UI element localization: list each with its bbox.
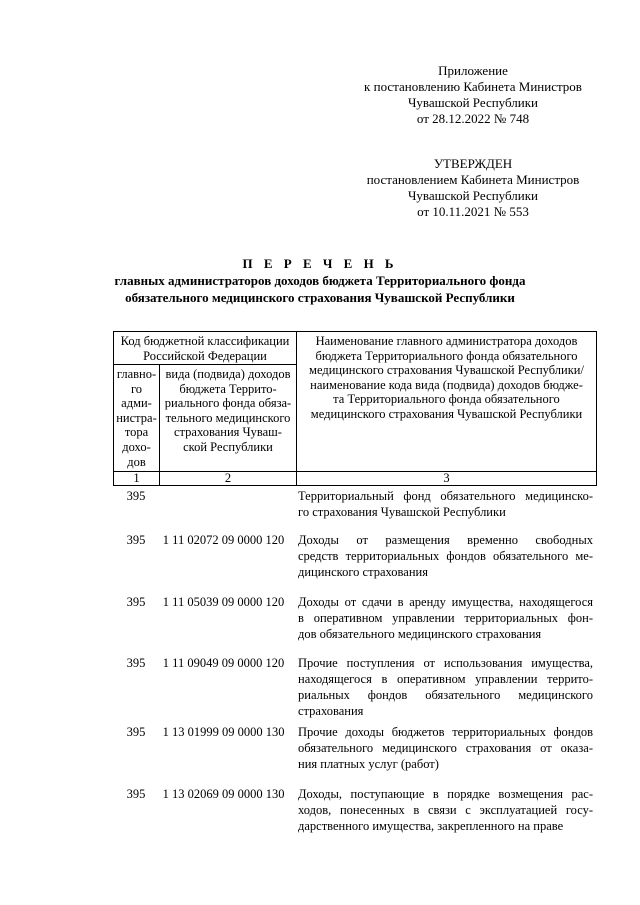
name-line: Доходы от сдачи в аренду имущества, находящегося [298,595,593,609]
header-text: го [130,381,143,396]
name-line: ния платных услуг (работ) [298,757,439,771]
appendix-line: от 28.12.2022 № 748 [416,111,530,126]
approved-header [313,156,633,220]
name-line: риальных фондов обязательного медицинского [298,688,593,702]
approved-line: постановлением Кабинета Министров [366,172,580,187]
header-text: страхования Чуваш- [174,425,282,440]
header-text: нистра- [116,410,157,425]
name-line: средств территориальных фондов обязательного ме- [298,549,593,563]
header-text: ской Республики [183,439,273,454]
header-text: адми- [121,396,152,411]
name-cell [298,532,593,580]
appendix-header [313,63,633,127]
name-line: находящегося в оперативном управлении террито- [298,672,593,686]
header-col1-cell [114,367,159,469]
header-text: тельного медицинского [165,410,291,425]
header-text: тора [124,425,149,440]
appendix-line: к постановлению Кабинета Министров [364,79,582,94]
approved-line: УТВЕРЖДЕН [433,156,513,171]
header-text: та Территориального фонда обязательного [333,392,560,407]
table-border [113,364,296,365]
revenue-code-cell: 1 13 01999 09 0000 130 [162,725,285,739]
admin-code-cell: 395 [126,489,146,503]
revenue-code-cell: 1 13 02069 09 0000 130 [162,787,285,801]
admin-code-cell: 395 [126,533,146,547]
name-cell [298,786,593,834]
header-text: Наименование главного администратора доходов [315,334,578,348]
title-line: главных администраторов доходов бюджета Территориального фонда [114,273,526,288]
name-cell [298,724,593,772]
revenue-code-cell: 1 11 02072 09 0000 120 [162,533,285,547]
revenue-code-cell: 1 11 05039 09 0000 120 [162,595,285,609]
name-line: Доходы от размещения временно свободных [298,533,593,547]
name-line: Территориальный фонд обязательного медицинско- [298,489,593,503]
name-line: Прочие доходы бюджетов территориальных фондов [298,725,593,739]
header-text: медицинского страхования Чувашской Республики/ [309,363,584,378]
header-text: главно- [116,367,157,381]
admin-code-cell: 395 [126,656,146,670]
title-line: обязательного медицинского страхования Чувашской Республики [125,290,515,305]
header-col2-cell [160,367,296,455]
header-text: дохо- [122,439,151,454]
table-border [596,331,597,486]
name-line: дарственного имущества, закрепленного на праве [298,819,564,833]
header-text: бюджета Территориального фонда обязательного [315,348,578,363]
name-cell [298,488,593,520]
admin-code-cell: 395 [126,787,146,801]
header-col3-cell [297,334,596,422]
header-group-cell [114,334,296,363]
document-title [60,255,580,306]
table-border [113,485,597,486]
appendix-line: Чувашской Республики [407,95,539,110]
header-text: Код бюджетной классификации [120,334,290,348]
name-line: Прочие поступления от использования имущества, [298,656,593,670]
table-header [113,331,597,486]
admin-code-cell: 395 [126,595,146,609]
column-number: 1 [133,471,140,485]
name-line: дов обязательного медицинского страхования [298,627,542,641]
header-text: наименование кода вида (подвида) доходов бюдже- [310,377,583,392]
appendix-line: Приложение [438,63,508,78]
name-line: го страхования Чувашской Республики [298,505,506,519]
admin-code-cell: 395 [126,725,146,739]
name-line: в оперативном управлении территориальных фон- [298,611,593,625]
column-number: 3 [443,471,450,485]
name-line: ходов, понесенных в связи с эксплуатацией госу- [298,803,593,817]
header-text: Российской Федерации [143,348,267,363]
name-cell [298,655,593,719]
header-text: вида (подвида) доходов [165,367,291,381]
title-heading: П Е Р Е Ч Е Н Ь [242,256,398,271]
header-text: дов [127,454,146,469]
header-text: бюджета Террито- [179,381,277,396]
name-cell [298,594,593,642]
name-line: обязательного медицинского страхования от оказа- [298,741,593,755]
name-line: Доходы, поступающие в порядке возмещения рас- [298,787,593,801]
header-text: риального фонда обяза- [164,396,292,411]
approved-line: Чувашской Республики [407,188,539,203]
column-number: 2 [224,471,232,485]
header-text: медицинского страхования Чувашской Республики [310,406,583,421]
name-line: страхования [298,704,364,718]
revenue-code-cell: 1 11 09049 09 0000 120 [162,656,285,670]
name-line: дицинского страхования [298,565,428,579]
approved-line: от 10.11.2021 № 553 [417,204,529,219]
table-border [113,331,597,332]
